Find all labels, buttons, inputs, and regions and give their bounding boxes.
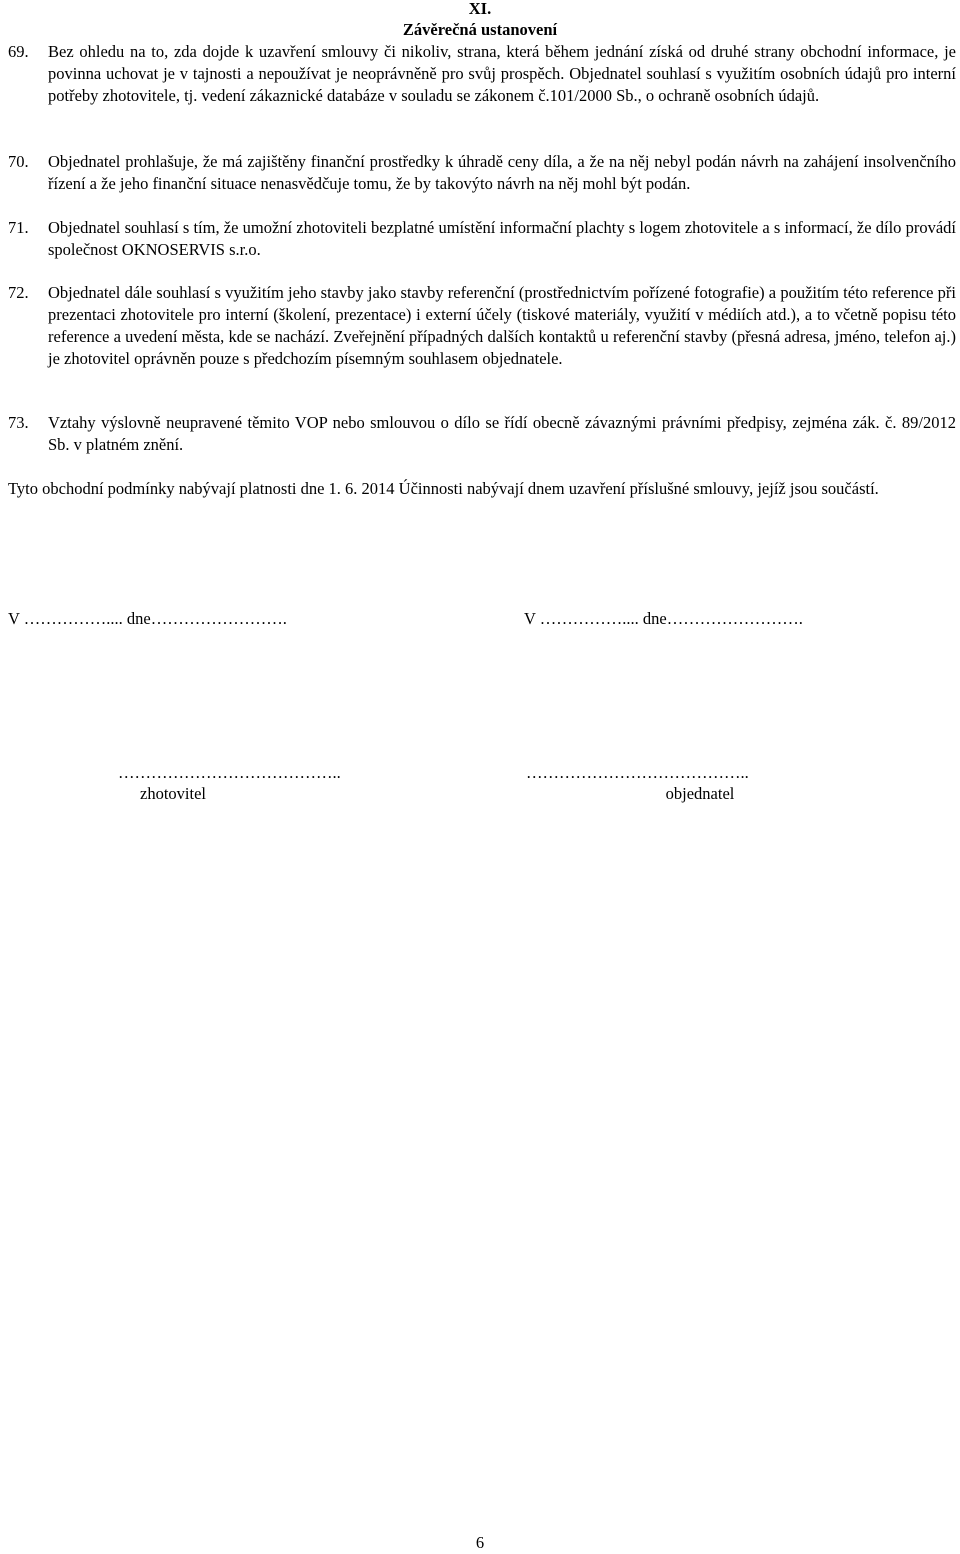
clause-73 <box>8 412 956 456</box>
section-title: Závěrečná ustanovení <box>402 20 558 39</box>
page-number: 6 <box>475 1533 485 1552</box>
signature-line-left: ………………………………….. <box>118 763 341 782</box>
signature-label-client: objednatel <box>665 784 735 803</box>
clause-number: 71. <box>8 218 29 237</box>
clause-text: Vztahy výslovně neupravené těmito VOP nebo smlouvou o dílo se řídí obecně závaznými právními předpisy, zejména zák. č. 89/2012 Sb. v platném znění. <box>48 413 956 454</box>
clause-number: 70. <box>8 152 29 171</box>
clause-69 <box>8 41 956 107</box>
clause-text: Bez ohledu na to, zda dojde k uzavření smlouvy či nikoliv, strana, která během jednání získá od druhé strany obchodní informace, je povinna uchovat je v tajnosti a nepoužívat je neoprávněně pro svůj prospěch. Objednatel souhlasí s využitím osobních údajů pro interní potřeby zhotovitele, tj. vedení zákaznické databáze v souladu se zákonem č.101/2000 Sb., o ochraně osobních údajů. <box>48 42 956 105</box>
clause-number: 72. <box>8 283 29 302</box>
clause-text: Objednatel dále souhlasí s využitím jeho stavby jako stavby referenční (prostřednictvím pořízené fotografie) a použitím této reference při prezentaci zhotovitele pro interní (školení, prezentace) i externí účely (tiskové materiály, využití v médiích atd.), a to včetně popisu této reference a uvedení města, kde se nachází. Zveřejnění případných dalších kontaktů u referenční stavby (přesná adresa, jméno, telefon aj.) je zhotovitel oprávněn pouze s předchozím písemným souhlasem objednatele. <box>48 283 956 368</box>
section-number: XI. <box>468 0 492 18</box>
signature-place-date-right: V …………….... dne……………………. <box>524 609 803 628</box>
clause-71 <box>8 217 956 261</box>
clause-number: 73. <box>8 413 29 432</box>
clause-72 <box>8 282 956 370</box>
signature-line-right: ………………………………….. <box>526 763 749 782</box>
signature-place-date-left: V …………….... dne……………………. <box>8 609 287 628</box>
signature-label-contractor: zhotovitel <box>140 784 206 803</box>
closing-statement: Tyto obchodní podmínky nabývají platnosti dne 1. 6. 2014 Účinnosti nabývají dnem uzavření příslušné smlouvy, jejíž jsou součástí. <box>8 479 879 498</box>
clause-text: Objednatel souhlasí s tím, že umožní zhotoviteli bezplatné umístění informační plachty s logem zhotovitele a s informací, že dílo provádí společnost OKNOSERVIS s.r.o. <box>48 218 956 259</box>
clause-number: 69. <box>8 42 29 61</box>
clause-70 <box>8 151 956 195</box>
clause-text: Objednatel prohlašuje, že má zajištěny finanční prostředky k úhradě ceny díla, a že na něj nebyl podán návrh na zahájení insolvenčního řízení a že jeho finanční situace nenasvědčuje tomu, že by takovýto návrh na něj mohl být podán. <box>48 152 956 193</box>
